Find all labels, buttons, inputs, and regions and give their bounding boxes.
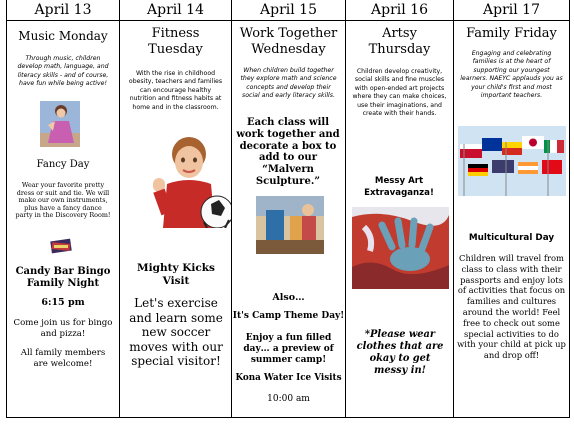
day-date: April 15 [260,2,317,18]
day-column-wednesday [232,0,345,404]
world-flags-photo [458,126,566,196]
also-label: Also… [272,292,305,303]
day-column-friday [454,0,569,361]
event-text: Children will travel from class to class with their passports and enjoy lots of activities that focus on families and cultures around the world! Feel free to check out some special activities to do with your child at pick up and drop off! [457,253,566,361]
children-building-photo [256,196,324,254]
boy-soccer-photo [149,132,231,228]
event3-title: Kona Water Ice Visits [235,373,342,383]
day-date: April 14 [147,2,204,18]
event-title: Messy Art Extravaganza! [364,176,434,198]
event-title: Fancy Day [36,159,90,170]
event-title: Mighty Kicks Visit [137,262,215,287]
day-date: April 16 [371,2,428,18]
event-text: Each class will work together and decorate a box to add to our “Malvern Sculpture.” [236,117,340,187]
event-text: Wear your favorite pretty dress or suit and tie. We will make our own instruments, plus have a fancy dance party in the Discovery Room! [15,181,111,220]
painted-hand-photo [352,207,449,289]
day-title: Fitness Tuesday [148,26,203,57]
event-text: *Please wear clothes that are okay to get messy in! [356,329,444,376]
day-description: With the rise in childhood obesity, teachers and families can encourage healthy nutrition and fitness habits at home and in the classroom. [128,70,223,111]
event-title: Multicultural Day [468,233,555,243]
event2-time: 6:15 pm [41,297,85,308]
event3-time: 10:00 am [267,394,310,404]
day-description: Through music, children develop math, language, and literacy skills - and of course, have fun while being active! [17,55,109,88]
day-title: Music Monday [18,29,108,43]
day-date: April 13 [34,2,92,18]
event2-text: Come join us for bingo and pizza! [13,318,113,339]
candy-bar-image [50,237,72,255]
event-text: Let's exercise and learn some new soccer moves with our special visitor! [129,296,223,368]
day-column-thursday [346,0,453,376]
day-column-monday [7,0,119,369]
column-divider [569,0,570,418]
day-date: April 17 [483,2,540,18]
day-column-tuesday [120,0,231,368]
day-title: Work Together Wednesday [239,26,338,57]
day-title: Family Friday [466,26,557,41]
day-description: When children build together they explore math and science concepts and develop their social and early literacy skills. [240,67,337,100]
bottom-rule [6,417,570,418]
event2-title: It's Camp Theme Day! [232,311,345,321]
day-description: Children develop creativity, social skills and fine muscles with open-ended art projects where they can make choices, use their imaginations, and create with their hands. [352,68,447,118]
day-description: Engaging and celebrating families is at the heart of supporting our youngest learners. NAEYC applauds you as your child's first and most important teachers. [460,50,563,100]
event2-note: All family members are welcome! [20,348,106,369]
day-title: Artsy Thursday [368,26,431,57]
event2-title: Candy Bar Bingo Family Night [15,266,111,289]
girl-dress-photo [40,101,80,147]
event2-text: Enjoy a fun filled day… a preview of summer camp! [243,333,334,365]
